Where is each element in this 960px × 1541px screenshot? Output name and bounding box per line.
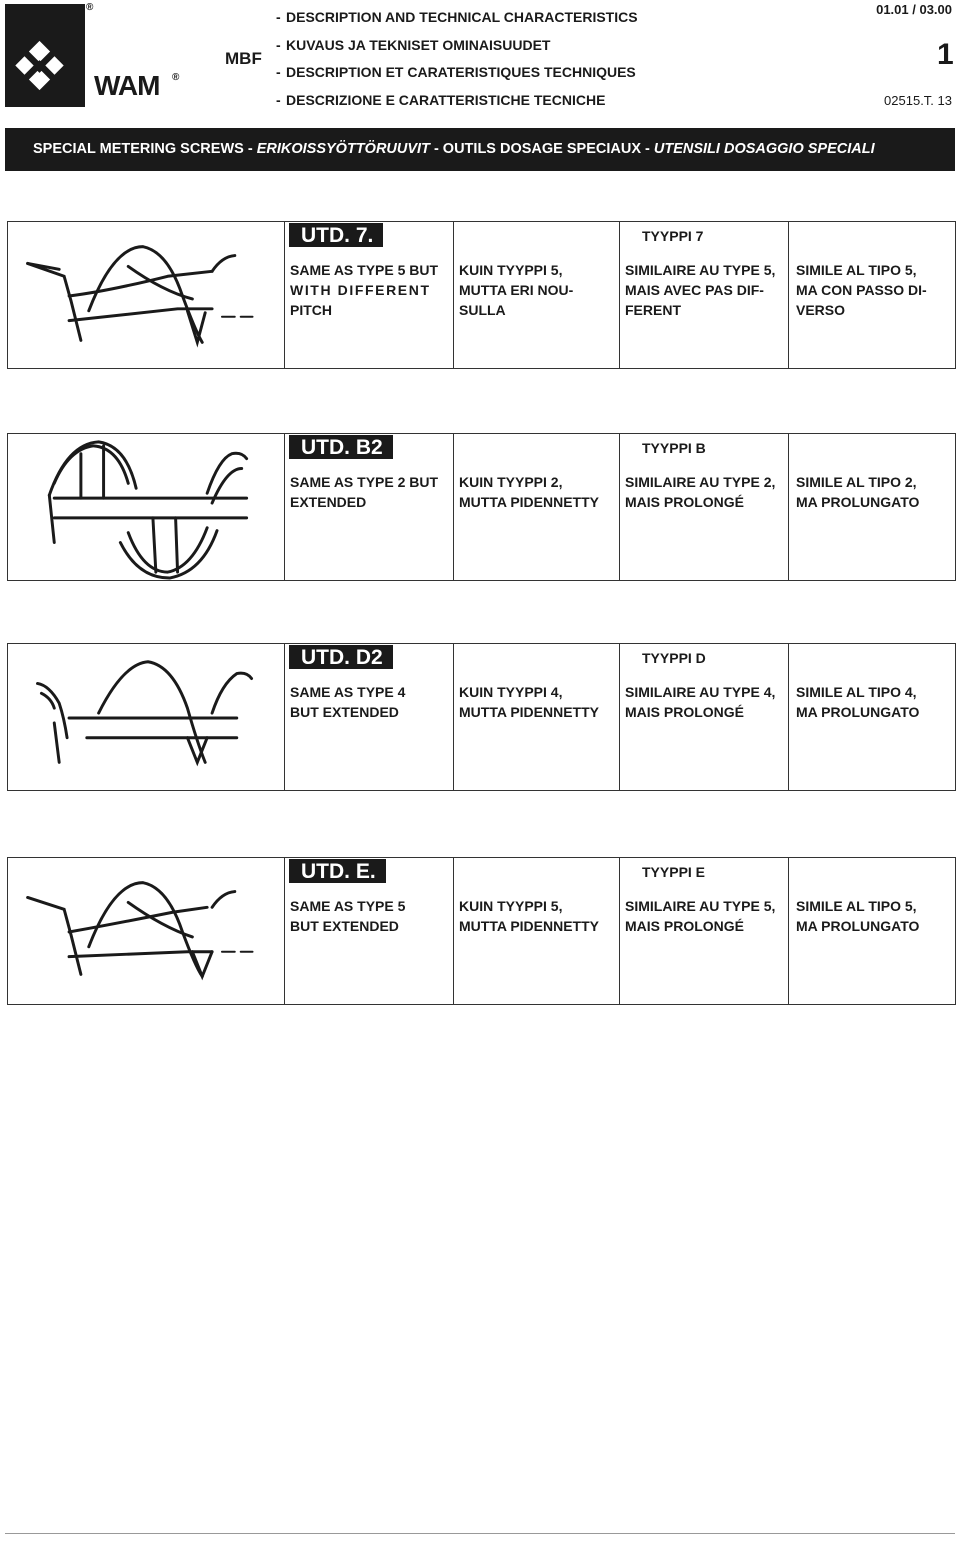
type-name-fi: TYYPPI B — [642, 440, 706, 456]
type-name-fi: TYYPPI D — [642, 650, 706, 666]
product-code: MBF — [225, 49, 262, 68]
screw-extended-ribbon-icon — [8, 434, 284, 580]
desc-it: SIMILE AL TIPO 4, MA PROLUNGATO — [796, 684, 920, 720]
type-code-label: UTD. 7. — [289, 223, 383, 247]
wam-logo-mark — [5, 4, 85, 107]
desc-en: SAME AS TYPE 5 BUT EXTENDED — [290, 898, 406, 934]
header-title-en: - DESCRIPTION AND TECHNICAL CHARACTERISTICS — [276, 9, 638, 25]
header-title-fi: - KUVAUS JA TEKNISET OMINAISUUDET — [276, 37, 551, 53]
desc-it: SIMILE AL TIPO 5, MA CON PASSO DI- VERSO — [796, 262, 927, 318]
type-block-utdd2 — [7, 643, 956, 791]
document-reference: 02515.T. 13 — [884, 93, 952, 108]
header-title-it: - DESCRIZIONE E CARATTERISTICHE TECNICHE — [276, 92, 606, 108]
desc-it: SIMILE AL TIPO 2, MA PROLUNGATO — [796, 474, 920, 510]
header-title-fr: - DESCRIPTION ET CARATERISTIQUES TECHNIQUES — [276, 64, 636, 80]
desc-fi: KUIN TYYPPI 5, MUTTA PIDENNETTY — [459, 898, 599, 934]
logo-text: WAM — [94, 70, 160, 101]
type-code-label: UTD. D2 — [289, 645, 393, 669]
type-block-utdb2 — [7, 433, 956, 581]
desc-en: SAME AS TYPE 4 BUT EXTENDED — [290, 684, 406, 720]
screw-tapered-extended-icon — [8, 858, 284, 1004]
desc-en: SAME AS TYPE 5 BUT WITH DIFFERENT PITCH — [290, 262, 439, 318]
screw-variable-pitch-icon — [8, 222, 284, 368]
diamond-logo-icon — [5, 4, 85, 107]
section-banner: SPECIAL METERING SCREWS - ERIKOISSYÖTTÖRUUVIT - OUTILS DOSAGE SPECIAUX - UTENSILI DOSAGGIO SPECIALI — [5, 128, 955, 171]
issue-date: 01.01 / 03.00 — [876, 2, 952, 17]
desc-fi: KUIN TYYPPI 4, MUTTA PIDENNETTY — [459, 684, 599, 720]
desc-fr: SIMILAIRE AU TYPE 4, MAIS PROLONGÉ — [625, 684, 776, 720]
registered-mark: ® — [86, 2, 94, 13]
type-block-utd7 — [7, 221, 956, 369]
desc-fi: KUIN TYYPPI 5, MUTTA ERI NOU- SULLA — [459, 262, 574, 318]
registered-mark-small: ® — [172, 72, 180, 83]
type-name-fi: TYYPPI 7 — [642, 228, 704, 244]
desc-fr: SIMILAIRE AU TYPE 2, MAIS PROLONGÉ — [625, 474, 776, 510]
type-name-fi: TYYPPI E — [642, 864, 706, 880]
desc-fr: SIMILAIRE AU TYPE 5, MAIS PROLONGÉ — [625, 898, 776, 934]
desc-it: SIMILE AL TIPO 5, MA PROLUNGATO — [796, 898, 920, 934]
type-code-label: UTD. B2 — [289, 435, 393, 459]
type-block-utde — [7, 857, 956, 1005]
desc-en: SAME AS TYPE 2 BUT EXTENDED — [290, 474, 439, 510]
screw-extended-icon — [8, 644, 284, 790]
page-number: 1 — [937, 38, 954, 71]
desc-fr: SIMILAIRE AU TYPE 5, MAIS AVEC PAS DIF- FERENT — [625, 262, 776, 318]
type-code-label: UTD. E. — [289, 859, 386, 883]
desc-fi: KUIN TYYPPI 2, MUTTA PIDENNETTY — [459, 474, 599, 510]
footer-rule — [5, 1533, 955, 1534]
